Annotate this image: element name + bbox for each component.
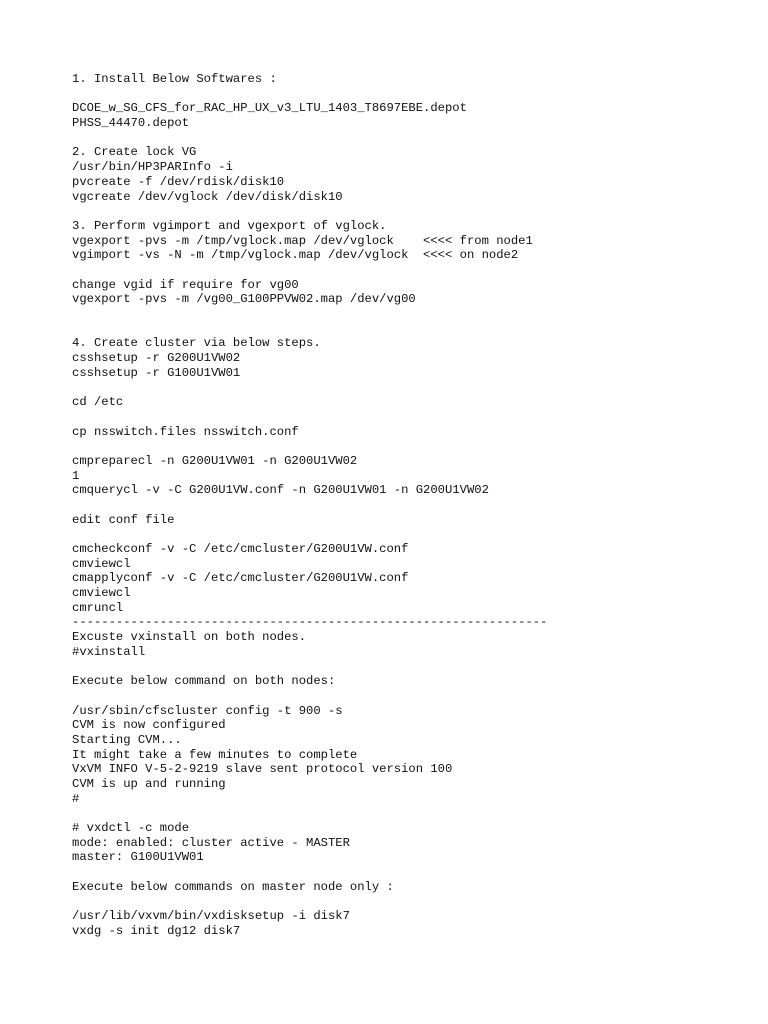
- text-line: cmapplyconf -v -C /etc/cmcluster/G200U1VW.conf: [72, 571, 409, 586]
- text-line: csshsetup -r G200U1VW02: [72, 351, 241, 366]
- text-line: DCOE_w_SG_CFS_for_RAC_HP_UX_v3_LTU_1403_T8697EBE.depot: [72, 101, 467, 116]
- text-line: master: G100U1VW01: [72, 850, 204, 865]
- text-line: /usr/bin/HP3PARInfo -i: [72, 160, 233, 175]
- text-line: cmquerycl -v -C G200U1VW.conf -n G200U1VW01 -n G200U1VW02: [72, 483, 489, 498]
- text-line: mode: enabled: cluster active - MASTER: [72, 835, 350, 850]
- text-line: cmcheckconf -v -C /etc/cmcluster/G200U1VW.conf: [72, 542, 409, 556]
- text-line: cmruncl: [72, 600, 124, 615]
- text-line: cmviewcl: [72, 586, 131, 601]
- blank-line: [72, 263, 752, 278]
- blank-line: [72, 498, 752, 513]
- text-line: 1. Install Below Softwares :: [72, 72, 277, 86]
- text-line: CVM is now configured: [72, 718, 226, 733]
- text-line: /usr/lib/vxvm/bin/vxdisksetup -i disk7: [72, 909, 350, 924]
- text-line: 3. Perform vgimport and vgexport of vglock.: [72, 218, 387, 233]
- blank-line: [72, 689, 752, 704]
- text-line: 4. Create cluster via below steps.: [72, 336, 321, 351]
- blank-line: [72, 307, 752, 322]
- text-line: pvcreate -f /dev/rdisk/disk10: [72, 174, 285, 189]
- text-line: It might take a few minutes to complete: [72, 747, 358, 762]
- text-line: vxdg -s init dg12 disk7: [72, 923, 241, 938]
- blank-line: [72, 806, 752, 821]
- text-line: 2. Create lock VG: [72, 145, 197, 160]
- blank-line: [72, 410, 752, 425]
- blank-line: [72, 322, 752, 337]
- text-line: cmpreparecl -n G200U1VW01 -n G200U1VW02: [72, 453, 358, 468]
- text-line: Excuste vxinstall on both nodes.: [72, 630, 307, 645]
- blank-line: [72, 527, 752, 542]
- blank-line: [72, 865, 752, 880]
- text-line: change vgid if require for vg00: [72, 277, 299, 292]
- text-line: Starting CVM...: [72, 732, 182, 747]
- blank-line: [72, 380, 752, 395]
- text-line: #vxinstall: [72, 644, 146, 659]
- blank-line: [72, 439, 752, 454]
- blank-line: [72, 895, 752, 910]
- text-line: VxVM INFO V-5-2-9219 slave sent protocol version 100: [72, 762, 453, 777]
- text-line: # vxdctl -c mode: [72, 821, 190, 836]
- text-line: vgcreate /dev/vglock /dev/disk/disk10: [72, 189, 343, 204]
- text-line: Execute below command on both nodes:: [72, 674, 336, 689]
- text-line: /usr/sbin/cfscluster config -t 900 -s: [72, 703, 343, 718]
- text-line: cd /etc: [72, 395, 124, 410]
- text-line: cmviewcl: [72, 556, 131, 571]
- text-line: vgexport -pvs -m /tmp/vglock.map /dev/vglock <<<< from node1: [72, 233, 533, 248]
- text-line: PHSS_44470.depot: [72, 116, 190, 131]
- blank-line: [72, 87, 752, 102]
- text-line: edit conf file: [72, 512, 175, 527]
- blank-line: [72, 204, 752, 219]
- text-line: vgimport -vs -N -m /tmp/vglock.map /dev/vglock <<<< on node2: [72, 248, 519, 263]
- text-line: -----------------------------------------------------------------: [72, 615, 548, 630]
- text-line: 1: [72, 468, 80, 483]
- text-line: #: [72, 791, 80, 806]
- text-line: Execute below commands on master node only :: [72, 879, 394, 894]
- blank-line: [72, 660, 752, 675]
- document-body: [72, 72, 752, 939]
- blank-line: [72, 131, 752, 146]
- text-line: cp nsswitch.files nsswitch.conf: [72, 424, 299, 439]
- text-line: csshsetup -r G100U1VW01: [72, 365, 241, 380]
- text-line: CVM is up and running: [72, 777, 226, 791]
- text-line: vgexport -pvs -m /vg00_G100PPVW02.map /dev/vg00: [72, 292, 416, 307]
